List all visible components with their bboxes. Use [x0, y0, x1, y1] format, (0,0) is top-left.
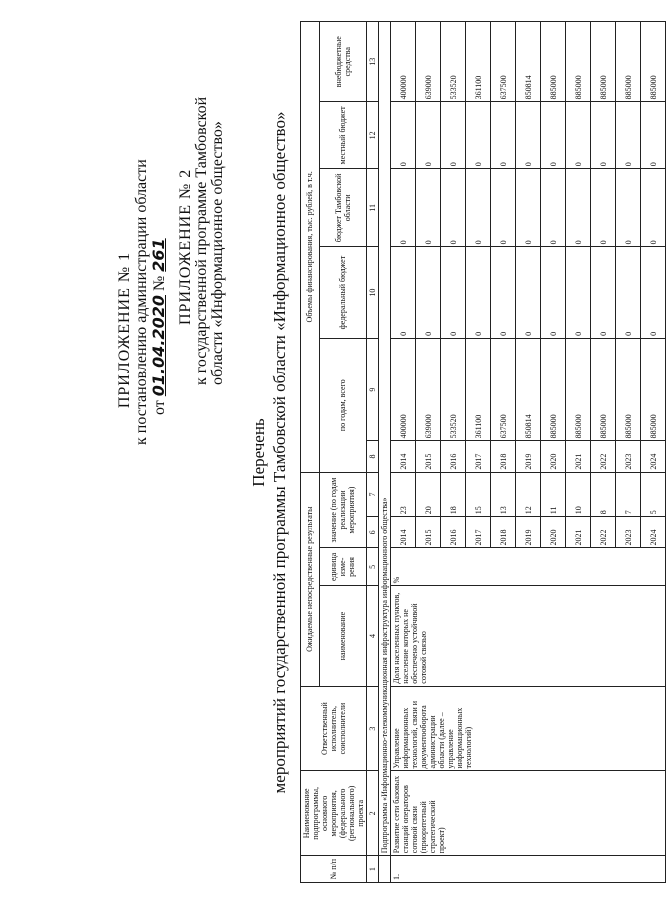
cell-regional: 0 — [491, 169, 516, 247]
cell-total: 361100 — [466, 338, 491, 441]
cell-federal: 0 — [566, 247, 591, 338]
col-number: 9 — [367, 338, 379, 441]
from-label: от — [151, 400, 168, 415]
cell-value: 11 — [541, 472, 566, 517]
cell-fy: 2023 — [616, 441, 641, 472]
col-number: 7 — [367, 472, 379, 517]
appendix-2-title: ПРИЛОЖЕНИЕ № 2 — [177, 168, 194, 325]
cell-fy: 2015 — [416, 441, 441, 472]
cell-fy: 2018 — [491, 441, 516, 472]
cell-fy: 2017 — [466, 441, 491, 472]
cell-extra: 885000 — [591, 22, 616, 102]
cell-local: 0 — [416, 102, 441, 169]
cell-extra: 639000 — [416, 22, 441, 102]
cell-extra: 361100 — [466, 22, 491, 102]
col-number: 3 — [367, 686, 379, 771]
col-executor-header: Ответственный исполнитель, соисполнители — [301, 686, 367, 771]
header-row-1 — [301, 22, 320, 883]
cell-value: 23 — [391, 472, 416, 517]
number-label: № — [151, 275, 168, 291]
col-number: 8 — [367, 441, 379, 472]
cell-federal: 0 — [541, 247, 566, 338]
cell-local: 0 — [516, 102, 541, 169]
cell-value: 20 — [416, 472, 441, 517]
cell-regional: 0 — [391, 169, 416, 247]
cell-fy: 2024 — [641, 441, 666, 472]
cell-fy: 2019 — [516, 441, 541, 472]
executor: Управление информационных технологий, связи и документооборота администрации области (далее – управление информационных технологий) — [391, 686, 666, 771]
cell-fy: 2021 — [566, 441, 591, 472]
cell-regional: 0 — [416, 169, 441, 247]
col-no-header: № п/п — [301, 856, 367, 883]
cell-regional: 0 — [541, 169, 566, 247]
cell-local: 0 — [491, 102, 516, 169]
cell-total: 885000 — [566, 338, 591, 441]
cell-year: 2020 — [541, 517, 566, 548]
cell-extra: 885000 — [616, 22, 641, 102]
cell-federal: 0 — [391, 247, 416, 338]
subprogram-title: Подпрограмма «Информационно-телекоммуникационная инфраструктура информационного общества» — [379, 22, 391, 856]
cell-fy: 2016 — [441, 441, 466, 472]
cell-total: 885000 — [541, 338, 566, 441]
cell-year: 2021 — [566, 517, 591, 548]
cell-year: 2016 — [441, 517, 466, 548]
subprogram-row — [379, 22, 391, 883]
cell-total: 639000 — [416, 338, 441, 441]
table-row — [391, 22, 416, 883]
col-number: 1 — [367, 856, 379, 883]
col-number: 10 — [367, 247, 379, 338]
blank-cell — [379, 856, 391, 883]
col-number: 13 — [367, 22, 379, 102]
row-number: 1. — [391, 856, 666, 883]
col-regional-header: бюджет Тамбовской области — [319, 169, 366, 247]
cell-federal: 0 — [491, 247, 516, 338]
col-result-name-header: наименование — [319, 586, 366, 686]
cell-local: 0 — [391, 102, 416, 169]
cell-local: 0 — [441, 102, 466, 169]
col-federal-header: федеральный бюджет — [319, 247, 366, 338]
cell-value: 18 — [441, 472, 466, 517]
col-local-header: местный бюджет — [319, 102, 366, 169]
cell-year: 2015 — [416, 517, 441, 548]
col-name-header: Наименование подпрограммы, основного мероприятия, (федерального (регионального) проекта — [301, 771, 367, 856]
cell-value: 10 — [566, 472, 591, 517]
col-number: 5 — [367, 548, 379, 586]
result-name: Доля населенных пунктов, население которых не обеспечено устойчивой сотовой связью — [391, 586, 666, 686]
cell-value: 12 — [516, 472, 541, 517]
cell-year: 2022 — [591, 517, 616, 548]
cell-regional: 0 — [616, 169, 641, 247]
col-number: 4 — [367, 586, 379, 686]
cell-regional: 0 — [466, 169, 491, 247]
cell-federal: 0 — [441, 247, 466, 338]
col-unit-header: единица изме-рения — [319, 548, 366, 586]
appendix-2-line2: к государственной программе Тамбовской — [193, 96, 210, 385]
cell-federal: 0 — [591, 247, 616, 338]
cell-extra: 885000 — [641, 22, 666, 102]
cell-year: 2017 — [466, 517, 491, 548]
col-funding-header: Объемы финансирования, тыс. рублей, в т.ч. — [301, 22, 320, 473]
cell-extra: 850814 — [516, 22, 541, 102]
measure-name: Развитие сети базовых станций операторов сотовой связи (приоритетный стратегический проект) — [391, 771, 666, 856]
cell-total: 637500 — [491, 338, 516, 441]
cell-extra: 885000 — [566, 22, 591, 102]
appendix-1-line: к постановлению администрации области — [133, 159, 150, 445]
cell-local: 0 — [591, 102, 616, 169]
title-line-2: мероприятий государственной программы Тамбовской области «Информационное общество» — [270, 111, 289, 794]
col-number: 6 — [367, 517, 379, 548]
cell-local: 0 — [641, 102, 666, 169]
cell-extra: 533520 — [441, 22, 466, 102]
measures-table — [300, 21, 666, 883]
cell-regional: 0 — [441, 169, 466, 247]
cell-total: 850814 — [516, 338, 541, 441]
cell-fy: 2014 — [391, 441, 416, 472]
cell-local: 0 — [466, 102, 491, 169]
cell-fy: 2020 — [541, 441, 566, 472]
cell-value: 13 — [491, 472, 516, 517]
result-unit: % — [391, 548, 666, 586]
cell-value: 15 — [466, 472, 491, 517]
cell-federal: 0 — [416, 247, 441, 338]
cell-federal: 0 — [616, 247, 641, 338]
cell-extra: 885000 — [541, 22, 566, 102]
cell-local: 0 — [541, 102, 566, 169]
cell-regional: 0 — [641, 169, 666, 247]
cell-year: 2023 — [616, 517, 641, 548]
col-number: 2 — [367, 771, 379, 856]
cell-federal: 0 — [466, 247, 491, 338]
cell-fy: 2022 — [591, 441, 616, 472]
col-extra-header: внебюджетные средства — [319, 22, 366, 102]
column-numbers-row — [367, 22, 379, 883]
cell-total: 400000 — [391, 338, 416, 441]
cell-federal: 0 — [641, 247, 666, 338]
col-number: 12 — [367, 102, 379, 169]
cell-regional: 0 — [591, 169, 616, 247]
col-value-header: значение (по годам реализации мероприятия) — [319, 472, 366, 548]
cell-year: 2024 — [641, 517, 666, 548]
col-expected-header: Ожидаемые непосредственные результаты — [301, 472, 320, 686]
cell-year: 2018 — [491, 517, 516, 548]
cell-total: 885000 — [591, 338, 616, 441]
cell-value: 7 — [616, 472, 641, 517]
cell-value: 8 — [591, 472, 616, 517]
col-number: 11 — [367, 169, 379, 247]
cell-value: 5 — [641, 472, 666, 517]
appendix-1-date-line — [150, 25, 168, 445]
cell-extra: 400000 — [391, 22, 416, 102]
cell-local: 0 — [566, 102, 591, 169]
cell-extra: 637500 — [491, 22, 516, 102]
col-by-year-header: по годам, всего — [319, 338, 366, 472]
cell-total: 885000 — [641, 338, 666, 441]
appendix-2-header — [178, 25, 226, 385]
cell-total: 885000 — [616, 338, 641, 441]
cell-regional: 0 — [566, 169, 591, 247]
cell-year: 2014 — [391, 517, 416, 548]
signed-date: 01.04.2020 — [149, 295, 168, 397]
cell-local: 0 — [616, 102, 641, 169]
cell-total: 533520 — [441, 338, 466, 441]
signed-number: 261 — [149, 238, 168, 272]
document-title — [248, 0, 290, 905]
title-line-1: Перечень — [249, 418, 268, 487]
cell-year: 2019 — [516, 517, 541, 548]
cell-federal: 0 — [516, 247, 541, 338]
appendix-2-line3: области «Информационное общество» — [209, 121, 226, 385]
appendix-1-header — [116, 25, 168, 445]
appendix-1-title: ПРИЛОЖЕНИЕ № 1 — [116, 251, 133, 409]
cell-regional: 0 — [516, 169, 541, 247]
